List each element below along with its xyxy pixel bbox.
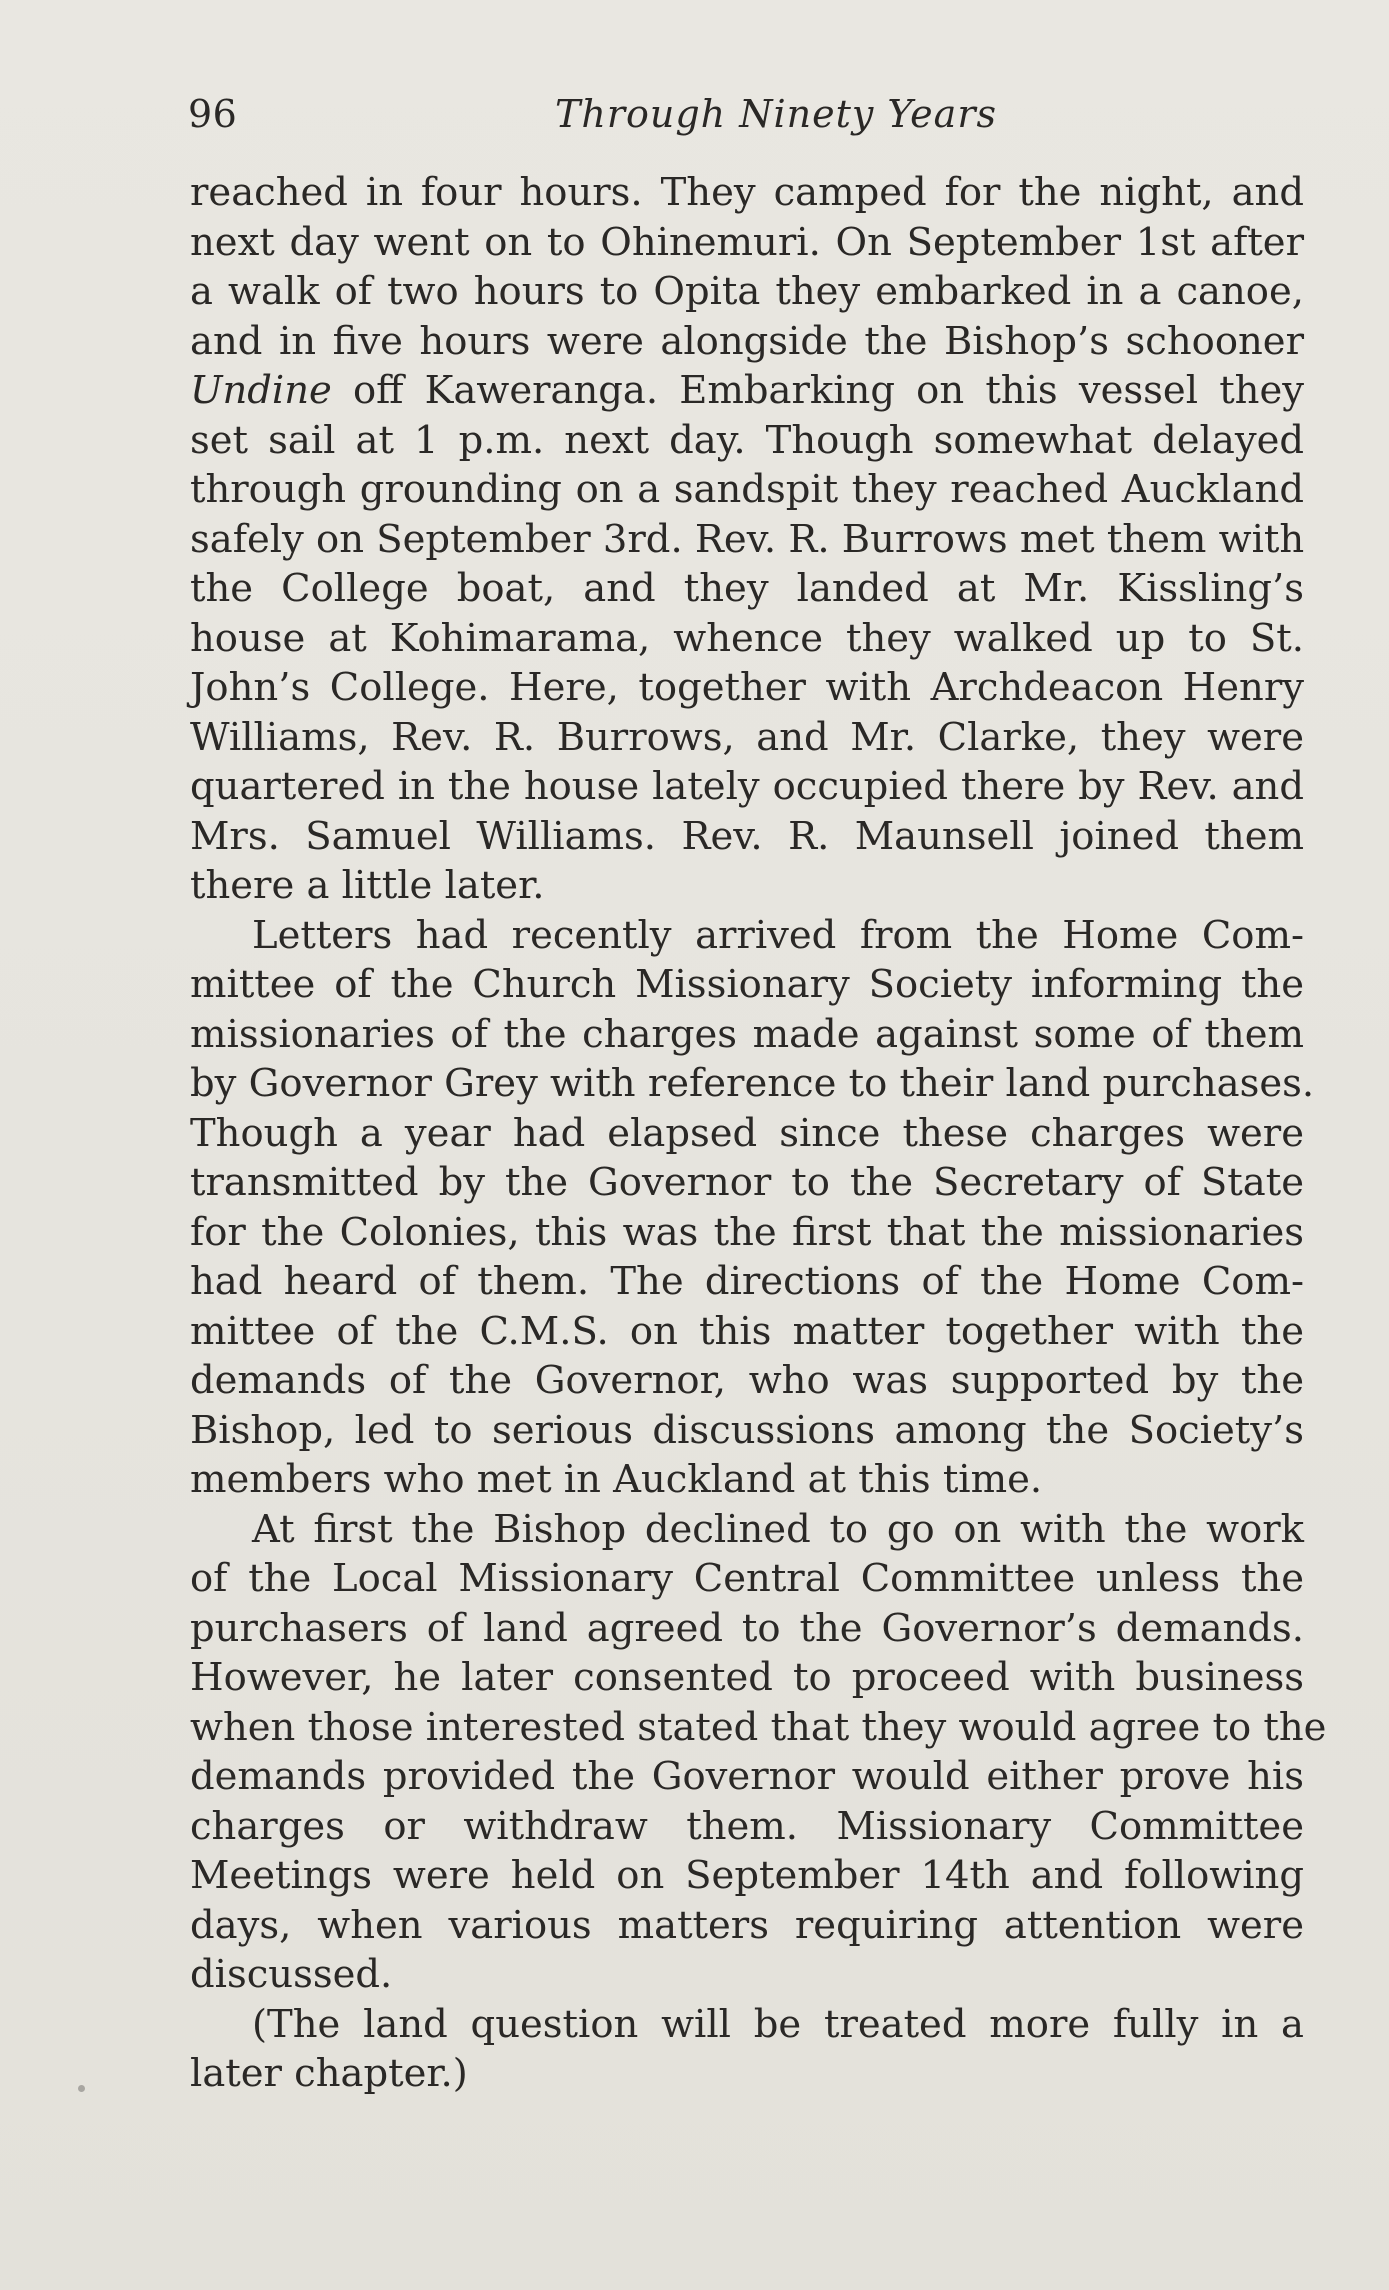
text-line: a walk of two hours to Opita they embarked in a canoe, [190, 269, 1304, 314]
text-line: purchasers of land agreed to the Governor’s demands. [190, 1605, 1304, 1651]
text-line: At first the Bishop declined to go on with the work [252, 1506, 1304, 1552]
text-line: transmitted by the Governor to the Secretary of State [190, 1160, 1304, 1205]
text-line: However, he later consented to proceed with business [190, 1655, 1304, 1700]
text-line: missionaries of the charges made against some of them [190, 1011, 1304, 1057]
text-line: Though a year had elapsed since these charges were [190, 1110, 1304, 1156]
text-line: mittee of the C.M.S. on this matter together with the [190, 1308, 1304, 1354]
paragraph [190, 2000, 1304, 2099]
paragraph [190, 1505, 1327, 2000]
text-line: safely on September 3rd. Rev. R. Burrows met them with [190, 516, 1305, 562]
paragraph [190, 911, 1315, 1505]
text-line: and in five hours were alongside the Bishop’s schooner [190, 318, 1304, 364]
text-line: Mrs. Samuel Williams. Rev. R. Maunsell joined them [190, 813, 1304, 859]
text-line: demands provided the Governor would either prove his [190, 1754, 1304, 1799]
text-line: the College boat, and they landed at Mr. Kissling’s [190, 566, 1304, 611]
text-line: through grounding on a sandspit they reached Auckland [190, 467, 1304, 512]
text-line: demands of the Governor, who was supported by the [190, 1358, 1304, 1403]
margin-speck [78, 2085, 85, 2092]
text-line: days, when various matters requiring attention were [190, 1902, 1304, 1948]
text-line: members who met in Auckland at this time. [190, 1457, 1043, 1502]
paragraph [190, 168, 1304, 911]
text-line: there a little later. [190, 863, 545, 908]
text-line: (The land question will be treated more fully in a [252, 2001, 1304, 2047]
text-line: Williams, Rev. R. Burrows, and Mr. Clarke, they were [190, 714, 1304, 760]
text-line: set sail at 1 p.m. next day. Though somewhat delayed [190, 417, 1304, 463]
text-line: discussed. [190, 1952, 393, 1997]
text-line: by Governor Grey with reference to their land purchases. [190, 1061, 1315, 1106]
page-body [190, 168, 1327, 2099]
text-line: next day went on to Ohinemuri. On September 1st after [190, 219, 1304, 265]
page-header [188, 86, 1304, 142]
text-line: reached in four hours. They camped for the night, and [190, 170, 1304, 215]
running-title: Through Ninety Years [555, 92, 997, 136]
text-line-with-italic [190, 366, 1304, 416]
page-number: 96 [188, 92, 238, 136]
text-line: mittee of the Church Missionary Society informing the [190, 962, 1304, 1007]
text-line: Bishop, led to serious discussions among the Society’s [190, 1407, 1304, 1453]
text-line: of the Local Missionary Central Committee unless the [190, 1556, 1304, 1601]
text-line: charges or withdraw them. Missionary Committee [190, 1803, 1304, 1849]
text-line-rest: off Kaweranga. Embarking on this vessel they [331, 368, 1304, 413]
text-line: John’s College. Here, together with Archdeacon Henry [190, 665, 1304, 710]
text-line: quartered in the house lately occupied there by Rev. and [190, 764, 1304, 809]
italic-ship-name: Undine [190, 368, 332, 413]
text-line: Meetings were held on September 14th and following [190, 1853, 1304, 1898]
text-line: later chapter.) [190, 2051, 468, 2096]
text-line: had heard of them. The directions of the Home Com- [190, 1259, 1304, 1304]
text-line: for the Colonies, this was the first that the missionaries [190, 1209, 1304, 1255]
text-line: house at Kohimarama, whence they walked up to St. [190, 615, 1304, 661]
text-line: when those interested stated that they would agree to the [190, 1704, 1327, 1750]
text-line: Letters had recently arrived from the Home Com- [252, 912, 1304, 958]
